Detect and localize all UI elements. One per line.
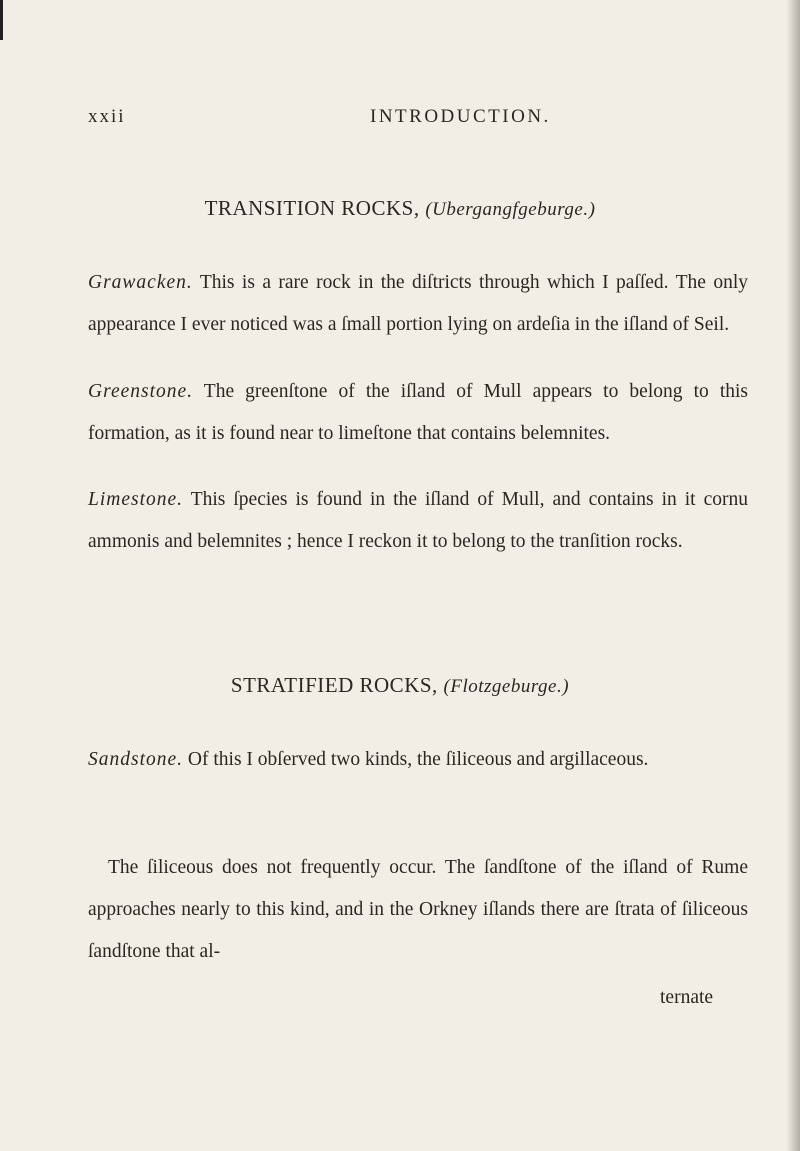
paragraph-siliceous <box>88 847 748 973</box>
page-edge-shadow <box>786 0 800 1151</box>
page-number: xxii <box>88 106 126 127</box>
paragraph-sandstone <box>88 739 748 781</box>
scan-edge-mark <box>0 0 3 40</box>
section-heading-transition <box>0 196 800 221</box>
paragraph-lead: Greenstone. <box>88 381 194 402</box>
paragraph-lead: Limestone. <box>88 489 184 510</box>
paragraph-lead: Grawacken. <box>88 272 193 293</box>
paragraph-text: The greenſtone of the iſland of Mull appears to belong to this formation, as it is found near to limeſtone that contains belemnites. <box>88 381 748 444</box>
paragraph-text: This is a rare rock in the diſtricts through which I paſſed. The only appearance I ever noticed was a ſmall portion lying on ardeſia in the iſland of Seil. <box>88 272 748 335</box>
catchword: ternate <box>660 987 714 1008</box>
section-title: TRANSITION ROCKS, <box>204 196 420 220</box>
paragraph-greenstone <box>88 371 748 455</box>
paragraph-limestone <box>88 479 748 563</box>
paragraph-text: This ſpecies is found in the iſland of Mull, and contains in it cornu ammonis and belemnites ; hence I reckon it to belong to the tranſition rocks. <box>88 489 748 552</box>
paragraph-text: Of this I obſerved two kinds, the ſiliceous and argillaceous. <box>187 749 649 770</box>
paragraph-lead: Sandstone. <box>88 749 184 770</box>
running-title: INTRODUCTION. <box>370 106 551 127</box>
section-heading-stratified <box>0 673 800 698</box>
section-title-german: (Flotzgeburge.) <box>443 676 570 697</box>
paragraph-text: The ſiliceous does not frequently occur. The ſandſtone of the iſland of Rume approaches nearly to this kind, and in the Orkney iſlands there are ſtrata of ſiliceous ſandſtone that al- <box>88 857 748 962</box>
section-title-german: (Ubergangfgeburge.) <box>425 199 596 220</box>
section-title: STRATIFIED ROCKS, <box>230 673 438 697</box>
running-head <box>88 106 748 130</box>
paragraph-grawacken <box>88 262 748 346</box>
